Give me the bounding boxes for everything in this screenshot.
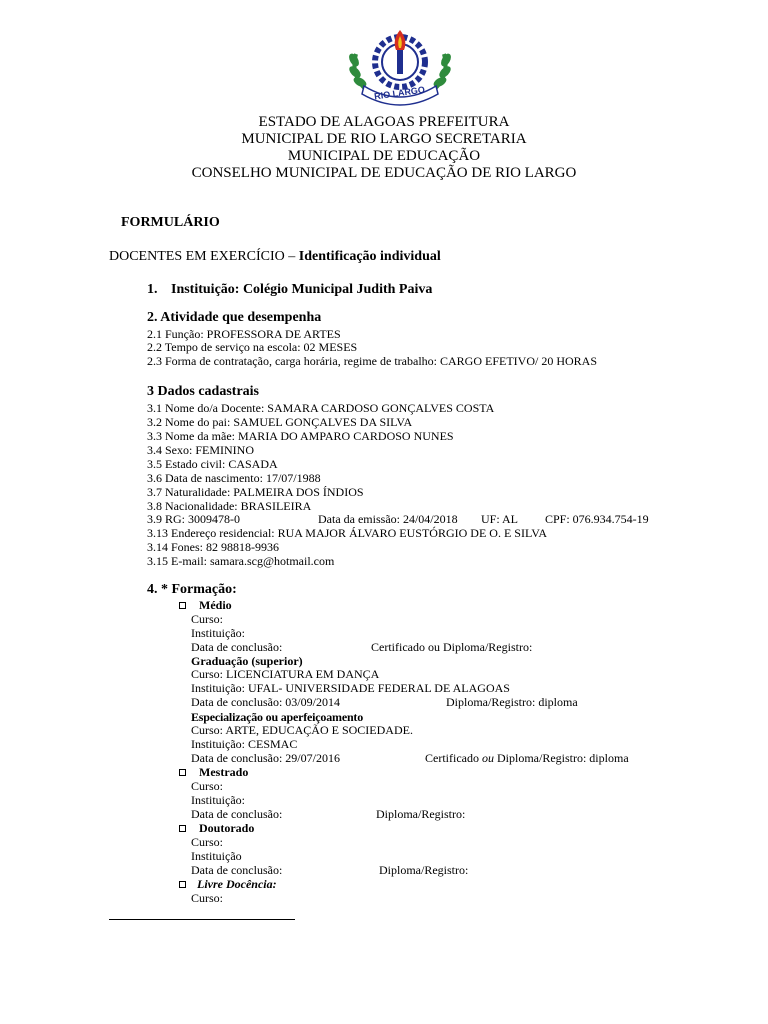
logo-text: RIO LARGO: [373, 84, 426, 102]
doutorado-curso: Curso:: [191, 835, 224, 849]
section3-item-5: 3.5 Estado civil: CASADA: [147, 457, 278, 471]
checkbox-livre-docencia-icon: [179, 881, 186, 888]
especializacao-label: Especialização ou aperfeiçoamento: [191, 710, 364, 724]
section3-item-14: 3.14 Fones: 82 98818-9936: [147, 540, 279, 554]
section3-item-6: 3.6 Data de nascimento: 17/07/1988: [147, 471, 321, 485]
section3-rg: 3.9 RG: 3009478-0: [147, 512, 240, 526]
especializacao-instituicao: Instituição: CESMAC: [191, 737, 298, 751]
section3-item-1: 3.1 Nome do/a Docente: SAMARA CARDOSO GONÇALVES COSTA: [147, 401, 495, 415]
section3-item-8: 3.8 Nacionalidade: BRASILEIRA: [147, 499, 312, 513]
mestrado-instituicao: Instituição:: [191, 793, 245, 807]
subtitle: [109, 249, 441, 265]
checkbox-medio-icon: [179, 602, 186, 609]
section2-item-1: 2.1 Função: PROFESSORA DE ARTES: [147, 327, 341, 341]
section3-cpf: CPF: 076.934.754-19: [545, 512, 649, 526]
section3-item-7: 3.7 Naturalidade: PALMEIRA DOS ÍNDIOS: [147, 485, 364, 499]
doutorado-label: Doutorado: [199, 821, 255, 835]
graduacao-curso: Curso: LICENCIATURA EM DANÇA: [191, 667, 380, 681]
rio-largo-logo: [342, 24, 458, 110]
section2-item-3: 2.3 Forma de contratação, carga horária, regime de trabalho: CARGO EFETIVO/ 20 HORAS: [147, 354, 597, 368]
subtitle-part2: Identificação individual: [298, 249, 441, 264]
section3-item-15: 3.15 E-mail: samara.scg@hotmail.com: [147, 554, 335, 568]
checkbox-doutorado-icon: [179, 825, 186, 832]
graduacao-instituicao: Instituição: UFAL- UNIVERSIDADE FEDERAL DE ALAGOAS: [191, 681, 510, 695]
doutorado-diploma: Diploma/Registro:: [379, 863, 469, 877]
medio-instituicao: Instituição:: [191, 626, 245, 640]
especializacao-data: Data de conclusão: 29/07/2016: [191, 751, 340, 765]
especializacao-cert-ou: ou: [481, 751, 494, 765]
section3-emissao: Data da emissão: 24/04/2018: [318, 512, 458, 526]
header-line-4: CONSELHO MUNICIPAL DE EDUCAÇÃO DE RIO LARGO: [191, 165, 577, 181]
medio-curso: Curso:: [191, 612, 224, 626]
header-line-1: ESTADO DE ALAGOAS PREFEITURA: [258, 114, 510, 130]
doutorado-data: Data de conclusão:: [191, 863, 283, 877]
section2-item-2: 2.2 Tempo de serviço na escola: 02 MESES: [147, 340, 358, 354]
header-line-3: MUNICIPAL DE EDUCAÇÃO: [287, 148, 481, 164]
mestrado-curso: Curso:: [191, 779, 224, 793]
especializacao-certificado: [425, 751, 629, 765]
mestrado-diploma: Diploma/Registro:: [376, 807, 466, 821]
livre-docencia-label: Livre Docência:: [197, 877, 277, 891]
graduacao-label: Graduação (superior): [191, 654, 303, 668]
checkbox-mestrado-icon: [179, 769, 186, 776]
section3-item-2: 3.2 Nome do pai: SAMUEL GONÇALVES DA SILVA: [147, 415, 413, 429]
section3-title: 3 Dados cadastrais: [147, 384, 260, 399]
medio-certificado: Certificado ou Diploma/Registro:: [371, 640, 533, 654]
especializacao-cert-a: Certificado: [425, 751, 482, 765]
footnote-divider: [109, 919, 295, 920]
mestrado-data: Data de conclusão:: [191, 807, 283, 821]
section1-label: Instituição: Colégio Municipal Judith Paiva: [171, 282, 433, 297]
section3-item-13: 3.13 Endereço residencial: RUA MAJOR ÁLVARO EUSTÓRGIO DE O. E SILVA: [147, 526, 547, 540]
medio-label: Médio: [199, 598, 232, 612]
mestrado-label: Mestrado: [199, 765, 249, 779]
doutorado-instituicao: Instituição: [191, 849, 242, 863]
section3-item-3: 3.3 Nome da mãe: MARIA DO AMPARO CARDOSO NUNES: [147, 429, 454, 443]
graduacao-data: Data de conclusão: 03/09/2014: [191, 695, 340, 709]
section3-uf: UF: AL: [481, 512, 519, 526]
medio-data: Data de conclusão:: [191, 640, 283, 654]
livre-docencia-curso: Curso:: [191, 891, 224, 905]
section2-title: 2. Atividade que desempenha: [147, 310, 322, 325]
section4-title: 4. * Formação:: [147, 582, 237, 597]
form-title: FORMULÁRIO: [121, 215, 220, 230]
subtitle-part1: DOCENTES EM EXERCÍCIO –: [109, 249, 299, 264]
graduacao-diploma: Diploma/Registro: diploma: [446, 695, 578, 709]
especializacao-curso: Curso: ARTE, EDUCAÇÃO E SOCIEDADE.: [191, 723, 413, 737]
section1-number: 1.: [147, 282, 158, 297]
header-line-2: MUNICIPAL DE RIO LARGO SECRETARIA: [241, 131, 527, 147]
especializacao-cert-b: Diploma/Registro: diploma: [493, 751, 629, 765]
section3-item-4: 3.4 Sexo: FEMININO: [147, 443, 254, 457]
